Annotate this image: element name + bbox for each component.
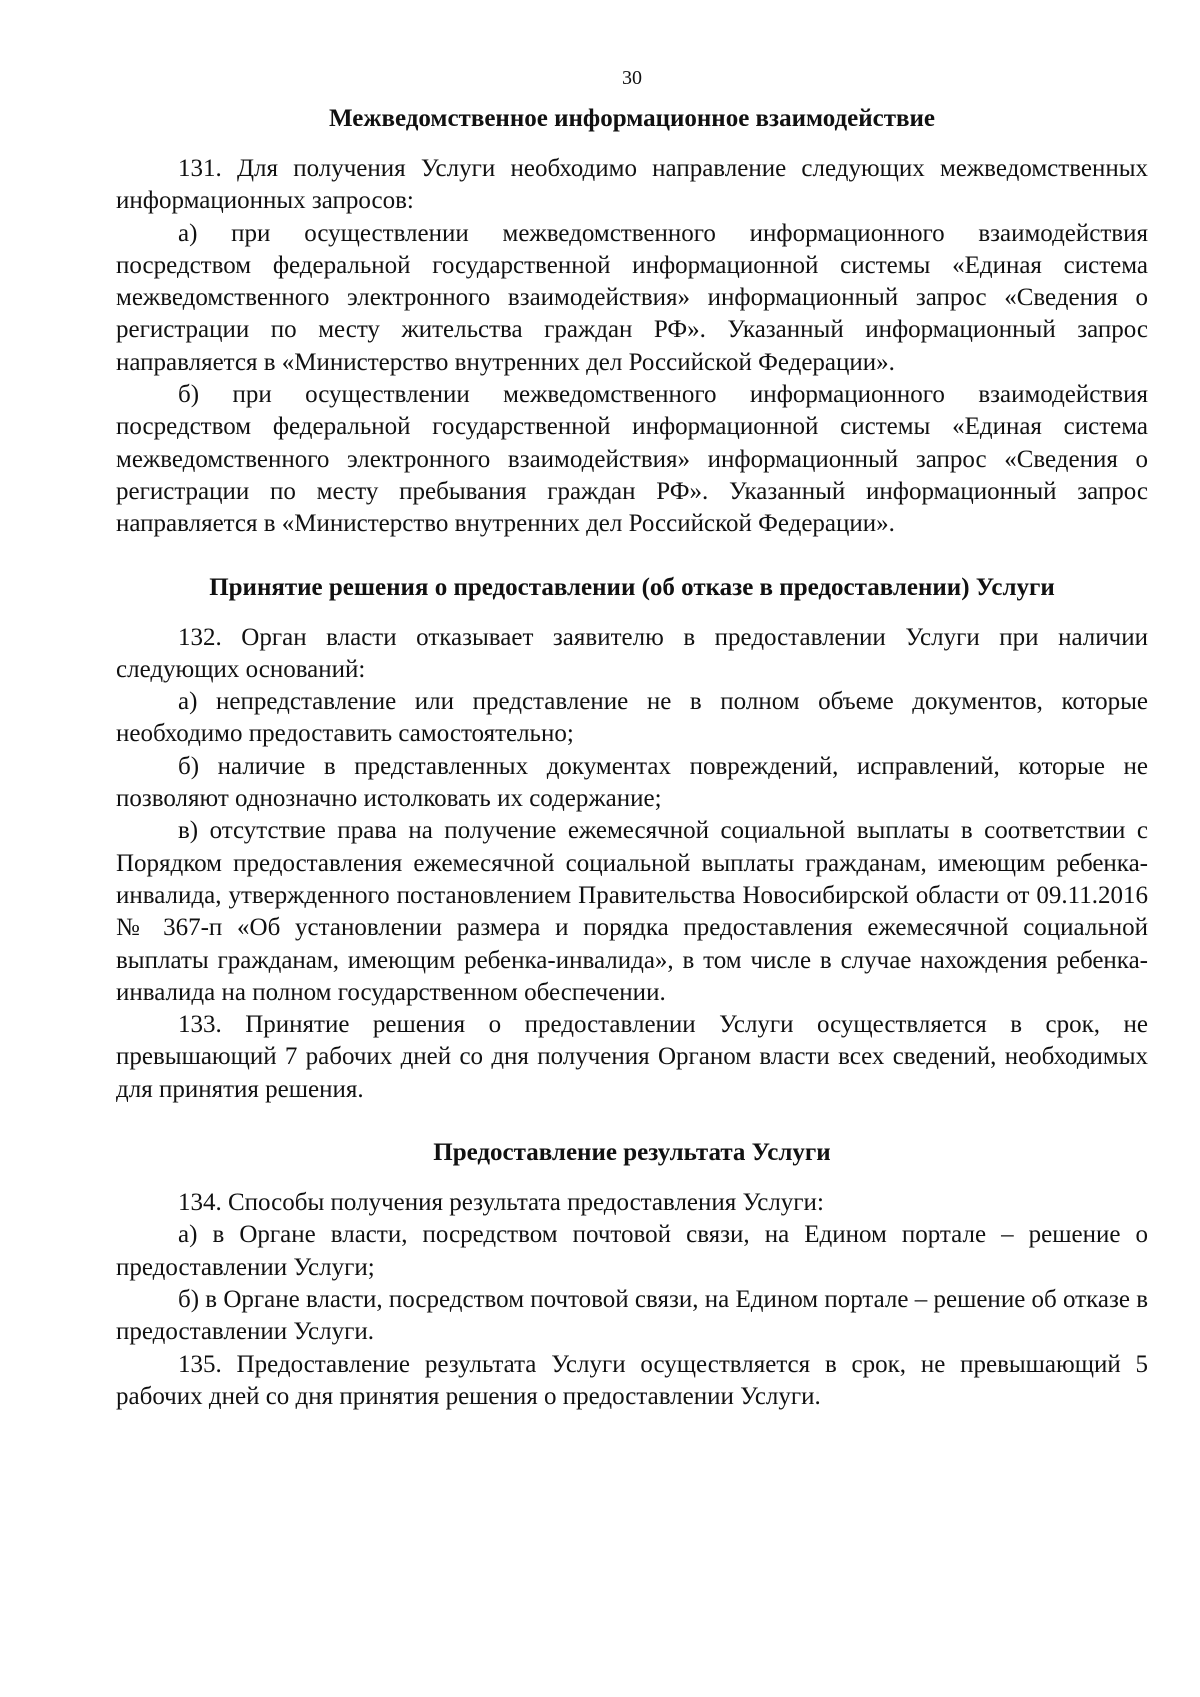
paragraph-131-a: а) при осуществлении межведомственного информационного взаимодействия посредством федеральной государственной информационной системы «Единая система межведомственного электронного взаимодействия» информационный запрос «Сведения о регистрации по месту жительства граждан РФ». Указанный информационный запрос направляется в «Министерство внутренних дел Российской Федерации». <box>116 219 1148 376</box>
paragraph-132: 132. Орган власти отказывает заявителю в предоставлении Услуги при наличии следующих оснований: <box>116 623 1148 683</box>
paragraph-131: 131. Для получения Услуги необходимо направление следующих межведомственных информационных запросов: <box>116 155 1148 215</box>
section-heading: Предоставление результата Услуги <box>433 1139 831 1167</box>
section-decision <box>116 573 1148 1106</box>
section-heading: Межведомственное информационное взаимодействие <box>329 105 935 132</box>
paragraph-132-v: в) отсутствие права на получение ежемесячной социальной выплаты в соответствии с Порядком предоставления ежемесячной социальной выплаты гражданам, имеющим ребенка-инвалида, утвержденного постановлением Правительства Новосибирской области от 09.11.2016 № 367-п «Об установлении размера и порядка предоставления ежемесячной социальной выплаты гражданам, имеющим ребенка-инвалида», в том числе в случае нахождения ребенка-инвалида на полном государственном обеспечении. <box>116 817 1148 1006</box>
paragraph-133: 133. Принятие решения о предоставлении Услуги осуществляется в срок, не превышающий 7 рабочих дней со дня получения Органом власти всех сведений, необходимых для принятия решения. <box>116 1011 1148 1103</box>
paragraph-134-a: а) в Органе власти, посредством почтовой связи, на Едином портале – решение о предоставлении Услуги; <box>116 1221 1148 1281</box>
paragraph-134-b: б) в Органе власти, посредством почтовой связи, на Едином портале – решение об отказе в предоставлении Услуги. <box>116 1285 1148 1346</box>
paragraph-135: 135. Предоставление результата Услуги осуществляется в срок, не превышающий 5 рабочих дней со дня принятия решения о предоставлении Услуги. <box>116 1350 1148 1410</box>
document-page <box>116 66 1148 1413</box>
page-number: 30 <box>622 67 642 89</box>
paragraph-134: 134. Способы получения результата предоставления Услуги: <box>178 1189 824 1217</box>
section-result <box>116 1138 1148 1413</box>
paragraph-131-b: б) при осуществлении межведомственного информационного взаимодействия посредством федеральной государственной информационной системы «Единая система межведомственного электронного взаимодействия» информационный запрос «Сведения о регистрации по месту пребывания граждан РФ». Указанный информационный запрос направляется в «Министерство внутренних дел Российской Федерации». <box>116 381 1148 538</box>
section-heading: Принятие решения о предоставлении (об отказе в предоставлении) Услуги <box>209 573 1055 601</box>
section-interagency-interaction <box>116 104 1148 541</box>
paragraph-132-a: а) непредставление или представление не в полном объеме документов, которые необходимо предоставить самостоятельно; <box>116 688 1148 748</box>
paragraph-132-b: б) наличие в представленных документах повреждений, исправлений, которые не позволяют однозначно истолковать их содержание; <box>116 752 1148 813</box>
